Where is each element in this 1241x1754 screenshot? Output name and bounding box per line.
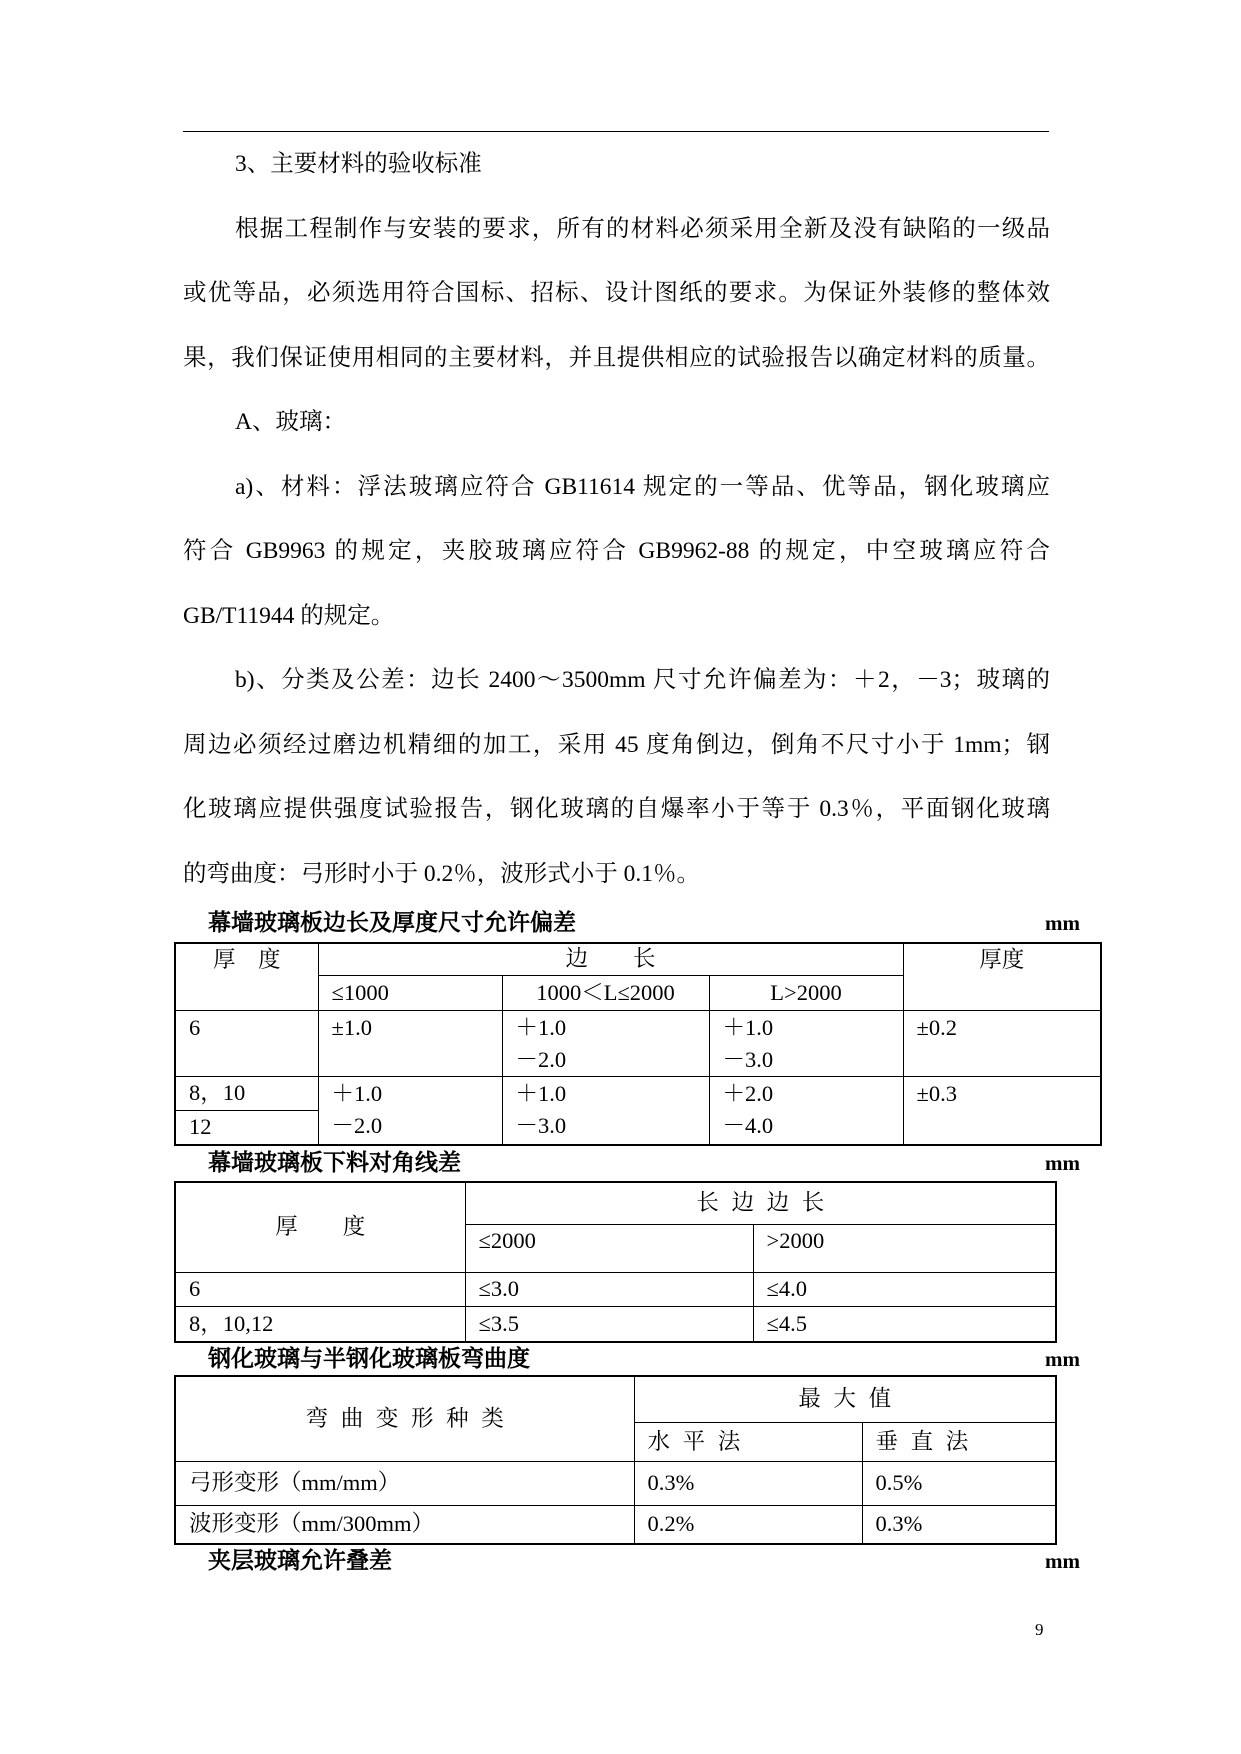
item-a-line: a)、材料：浮法玻璃应符合 GB11614 规定的一等品、优等品，钢化玻璃应	[235, 473, 1050, 500]
thickness-header	[175, 943, 318, 1010]
table2-unit: mm	[1045, 1151, 1080, 1175]
diagonal-difference-table	[174, 1181, 1057, 1343]
body-text	[183, 132, 1050, 906]
thickness-tolerance-cell	[903, 1010, 1101, 1076]
table-row	[175, 1505, 1056, 1544]
table1-title: 幕墙玻璃板边长及厚度尺寸允许偏差	[208, 910, 576, 935]
table-cell	[318, 1010, 502, 1076]
edge-range-header: L>2000	[709, 975, 903, 1010]
long-edge-header	[465, 1182, 1056, 1224]
table-cell	[502, 1010, 709, 1076]
thickness-cell: 6	[175, 1272, 465, 1306]
table-cell	[709, 1076, 903, 1145]
tolerance-upper: ＋1.0	[331, 1080, 383, 1106]
thickness-header-label: 厚 度	[275, 1214, 366, 1240]
method-header-label: 垂 直 法	[875, 1428, 969, 1454]
method-header-label: 水 平 法	[647, 1428, 741, 1454]
table4-caption	[208, 1546, 1080, 1576]
tolerance-upper: ＋1.0	[515, 1080, 567, 1106]
table-header-row	[175, 1182, 1056, 1224]
table-row	[175, 1306, 1056, 1342]
table-cell	[318, 1076, 502, 1145]
edge-range-header: ≤1000	[318, 975, 502, 1010]
max-value-header-label: 最 大 值	[798, 1386, 892, 1412]
table-cell: 0.2%	[634, 1505, 862, 1544]
page-number: 9	[1035, 1620, 1044, 1639]
tolerance-lower: －3.0	[515, 1112, 567, 1138]
table-cell: ≤3.5	[465, 1306, 753, 1342]
table1-caption	[208, 908, 1080, 938]
table-cell: 0.5%	[862, 1461, 1056, 1505]
edge-range-header: 1000＜L≤2000	[502, 975, 709, 1010]
bending-degree-table	[174, 1375, 1057, 1545]
table3-title: 钢化玻璃与半钢化玻璃板弯曲度	[208, 1346, 530, 1371]
thickness-tolerance-cell	[903, 1076, 1101, 1145]
tolerance-upper: ＋1.0	[515, 1014, 567, 1040]
thickness-value: 6	[189, 1014, 201, 1040]
method-header	[634, 1422, 862, 1461]
table2-title: 幕墙玻璃板下料对角线差	[208, 1150, 461, 1175]
item-b-line: 化玻璃应提供强度试验报告，钢化玻璃的自爆率小于等于 0.3％，平面钢化玻璃	[183, 796, 1050, 822]
item-b-line: 的弯曲度：弓形时小于 0.2％，波形式小于 0.1％。	[183, 860, 700, 887]
edge-thickness-tolerance-table	[174, 942, 1102, 1146]
table-cell: 0.3%	[862, 1505, 1056, 1544]
thickness-tolerance-header: 厚度	[903, 943, 1101, 1010]
tolerance-lower: －2.0	[331, 1112, 383, 1138]
intro-line: 根据工程制作与安装的要求，所有的材料必须采用全新及没有缺陷的一级品	[235, 215, 1050, 242]
item-b-line: b)、分类及公差：边长 2400～3500mm 尺寸允许偏差为：＋2，－3；玻璃的	[235, 667, 1050, 693]
table3-unit: mm	[1045, 1347, 1080, 1371]
thickness-cell: 8，10	[175, 1076, 318, 1110]
deformation-type-header	[175, 1376, 634, 1461]
thickness-header	[175, 1182, 465, 1272]
edge-range-header: >2000	[753, 1224, 1056, 1272]
deformation-type-cell: 弓形变形（mm/mm）	[175, 1461, 634, 1505]
method-header	[862, 1422, 1056, 1461]
tolerance-upper: ＋2.0	[722, 1080, 774, 1106]
table-row	[175, 1461, 1056, 1505]
table-row	[175, 1076, 1101, 1110]
table-cell	[709, 1010, 903, 1076]
long-edge-header-label: 长 边 边 长	[696, 1190, 825, 1216]
tolerance-lower: －4.0	[722, 1112, 774, 1138]
thickness-cell	[175, 1010, 318, 1076]
thickness-tolerance-value: ±0.3	[916, 1080, 958, 1106]
table4-unit: mm	[1045, 1549, 1080, 1573]
intro-line: 或优等品，必须选用符合国标、招标、设计图纸的要求。为保证外装修的整体效	[183, 280, 1050, 306]
edge-range-header: ≤2000	[465, 1224, 753, 1272]
table-header-row	[175, 1376, 1056, 1422]
item-a-line: 符合 GB9963 的规定，夹胶玻璃应符合 GB9962-88 的规定，中空玻璃应符合	[183, 538, 1050, 564]
table-cell: 0.3%	[634, 1461, 862, 1505]
table-header-row	[175, 943, 1101, 975]
table-cell	[502, 1076, 709, 1145]
deformation-type-header-label: 弯 曲 变 形 种 类	[305, 1405, 504, 1431]
table-cell: ≤4.0	[753, 1272, 1056, 1306]
thickness-header-label: 厚 度	[212, 947, 281, 972]
tolerance-lower: －2.0	[515, 1046, 567, 1072]
table4-title: 夹层玻璃允许叠差	[208, 1548, 392, 1573]
thickness-cell: 12	[175, 1110, 318, 1145]
table-cell: ≤3.0	[465, 1272, 753, 1306]
table-row	[175, 1272, 1056, 1306]
thickness-tolerance-value: ±0.2	[916, 1014, 958, 1040]
tolerance-upper: ＋1.0	[722, 1014, 774, 1040]
tolerance-lower: －3.0	[722, 1046, 774, 1072]
tolerance-value: ±1.0	[331, 1014, 372, 1040]
table3-caption	[208, 1344, 1080, 1374]
edge-length-header	[318, 943, 903, 975]
intro-line: 果，我们保证使用相同的主要材料，并且提供相应的试验报告以确定材料的质量。	[183, 344, 1050, 371]
thickness-cell: 8，10,12	[175, 1306, 465, 1342]
item-b-line: 周边必须经过磨边机精细的加工，采用 45 度角倒边，倒角不尺寸小于 1mm；钢	[183, 731, 1050, 758]
edge-length-header-label: 边 长	[565, 946, 656, 972]
deformation-type-cell: 波形变形（mm/300mm）	[175, 1505, 634, 1544]
max-value-header	[634, 1376, 1056, 1422]
table-row	[175, 1010, 1101, 1076]
table2-caption	[208, 1148, 1080, 1178]
item-a-line: GB/T11944 的规定。	[183, 602, 395, 629]
section-heading: 3、主要材料的验收标准	[235, 151, 482, 177]
table1-unit: mm	[1045, 911, 1080, 935]
table-cell: ≤4.5	[753, 1306, 1056, 1342]
glass-heading: A、玻璃：	[235, 409, 346, 435]
